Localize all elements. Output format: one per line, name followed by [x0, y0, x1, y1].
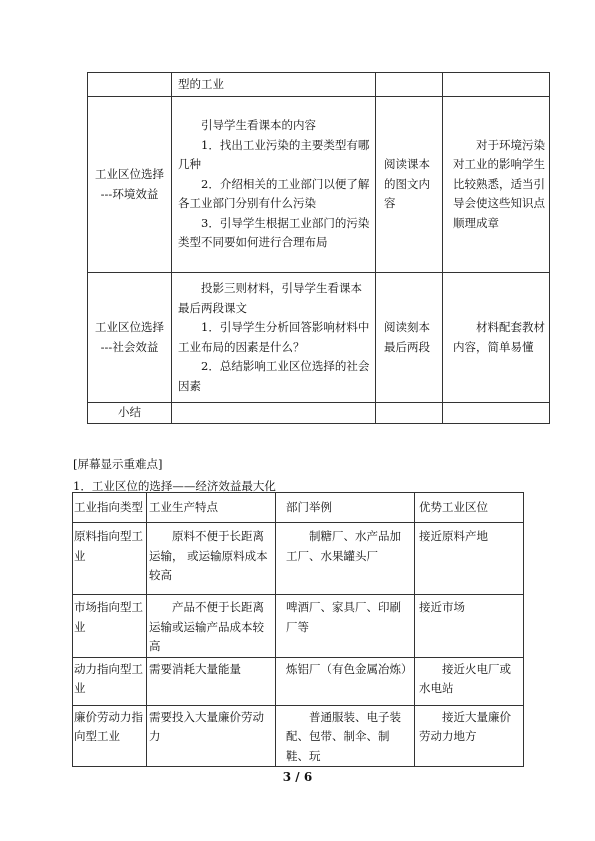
- table-cell: [73, 657, 147, 705]
- table-cell: [73, 705, 147, 767]
- table-row: [88, 73, 550, 97]
- cell-text: 阅读刻本最后两段: [384, 320, 430, 354]
- lesson-plan-table: [87, 72, 550, 424]
- table-cell: [415, 657, 524, 705]
- column-header: [415, 493, 524, 523]
- screen-note: [屏幕显示重难点]: [73, 457, 163, 471]
- cell-text: 小结: [118, 405, 141, 420]
- cell-text: 接近大量廉价劳动力地方: [419, 709, 511, 743]
- table-cell: [147, 595, 276, 658]
- table-header-row: [73, 493, 524, 523]
- cell-text: 接近原料产地: [419, 529, 488, 543]
- cell-text: 动力指向型工业: [74, 661, 143, 695]
- table-row: [73, 705, 524, 767]
- topic-cell: [88, 97, 172, 273]
- design-intent-cell: [443, 273, 550, 403]
- topic-text: ---社会效益: [100, 339, 159, 354]
- header-text: 部门举例: [286, 499, 332, 514]
- cell-text: 1．引导学生分析回答影响材料中工业布局的因素是什么？: [178, 320, 370, 354]
- cell-text: 材料配套教材内容，简单易懂: [453, 320, 545, 354]
- cell-text: 2．介绍相关的工业部门以便了解各工业部门分别有什么污染: [178, 176, 370, 211]
- table-cell: [73, 595, 147, 658]
- topic-text: 工业区位选择: [95, 320, 164, 334]
- student-activity-cell: [376, 97, 443, 273]
- cell-text: 型的工业: [178, 76, 224, 91]
- table-cell: [88, 73, 172, 97]
- industry-location-table: [72, 492, 524, 767]
- cell-text: 廉价劳动力指向型工业: [74, 709, 143, 743]
- table-cell: [415, 523, 524, 595]
- cell-text: 啤酒厂、家具厂、印刷厂等: [286, 600, 401, 634]
- table-cell: [376, 403, 443, 424]
- table-cell: [276, 657, 415, 705]
- column-header: [73, 493, 147, 523]
- cell-text: 需要投入大量廉价劳动力: [149, 709, 264, 743]
- cell-text: 制糖厂、水产品加工厂、水果罐头厂: [286, 529, 401, 563]
- table-row: [88, 403, 550, 424]
- table-row: [73, 657, 524, 705]
- table-row: [88, 273, 550, 403]
- header-text: 工业指向类型: [74, 499, 143, 514]
- design-intent-cell: [443, 97, 550, 273]
- table-cell: [376, 73, 443, 97]
- table-cell: [415, 705, 524, 767]
- table-cell: [276, 595, 415, 658]
- table-cell: [147, 657, 276, 705]
- header-text: 工业生产特点: [149, 499, 218, 514]
- table-cell: [415, 595, 524, 658]
- cell-text: 接近市场: [419, 600, 465, 614]
- student-activity-cell: [376, 273, 443, 403]
- table-cell: [443, 403, 550, 424]
- cell-text: 引导学生看课本的内容: [201, 118, 316, 133]
- table-cell: [147, 705, 276, 767]
- table-cell: [276, 705, 415, 767]
- topic-cell: [88, 273, 172, 403]
- header-text: 优势工业区位: [419, 499, 488, 514]
- cell-text: 市场指向型工业: [74, 600, 143, 634]
- table-cell: [276, 523, 415, 595]
- cell-text: 1．找出工业污染的主要类型有哪几种: [178, 137, 370, 172]
- summary-cell: [88, 403, 172, 424]
- cell-text: 炼铝厂（有色金属冶炼）: [286, 661, 413, 676]
- cell-text: 原料指向型工业: [74, 529, 143, 563]
- topic-text: 工业区位选择: [95, 167, 164, 181]
- cell-text: 原料不便于长距离运输， 或运输原料成本较高: [149, 529, 268, 582]
- teacher-activity-cell: [172, 97, 376, 273]
- column-header: [147, 493, 276, 523]
- cell-text: 投影三则材料，引导学生看课本最后两段课文: [178, 281, 362, 315]
- cell-text: 产品不便于长距离运输或运输产品成本较高: [149, 600, 264, 653]
- cell-text: 需要消耗大量能量: [149, 661, 241, 676]
- section-heading: 1．工业区位的选择——经济效益最大化: [73, 479, 276, 493]
- cell-text: 对于环境污染对工业的影响学生比较熟悉，适当引导会使这些知识点顺理成章: [453, 137, 545, 230]
- table-cell: [147, 523, 276, 595]
- teacher-activity-cell: [172, 273, 376, 403]
- page-number: 3 / 6: [282, 770, 313, 784]
- table-row: [73, 523, 524, 595]
- table-row: [88, 97, 550, 273]
- column-header: [276, 493, 415, 523]
- cell-text: 3．引导学生根据工业部门的污染类型不同要如何进行合理布局: [178, 215, 370, 250]
- cell-text: 接近火电厂或水电站: [419, 661, 511, 695]
- table-row: [73, 595, 524, 658]
- cell-text: 阅读课本的图文内容: [384, 157, 430, 211]
- topic-text: ---环境效益: [100, 186, 159, 201]
- table-cell: [172, 73, 376, 97]
- table-cell: [443, 73, 550, 97]
- table-cell: [172, 403, 376, 424]
- cell-text: 2．总结影响工业区位选择的社会因素: [178, 359, 370, 393]
- cell-text: 普通服装、电子装配、包带、制伞、制鞋、玩: [286, 709, 401, 763]
- table-cell: [73, 523, 147, 595]
